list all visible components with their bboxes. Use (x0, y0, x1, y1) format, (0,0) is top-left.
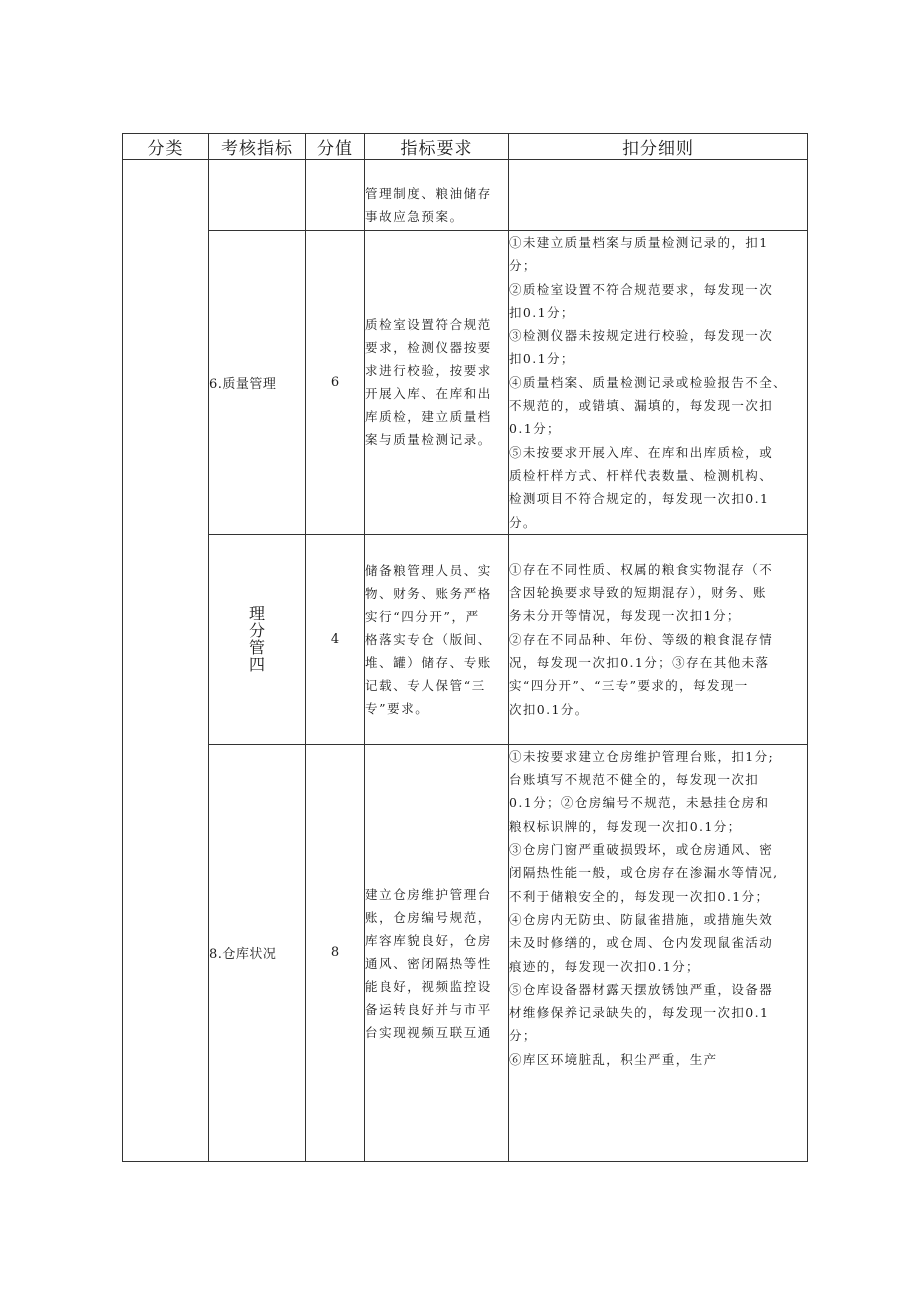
header-category: 分类 (123, 134, 209, 160)
requirement-line: 格落实专仓（版间、 (365, 631, 492, 647)
deduction-line: ④质量档案、质量检测记录或检验报告不全、 (509, 374, 788, 390)
deduction-line: 闭隔热性能一般，或仓房存在渗漏水等情况, (509, 865, 779, 881)
deduction-line: ②质检室设置不符合规范要求，每发现一次 (509, 281, 774, 297)
requirement-line: 质检室设置符合规范 (365, 317, 492, 333)
assessment-table-sheet (122, 133, 807, 1159)
requirement-line: 能良好，视频监控设 (365, 978, 492, 994)
requirement-cell (365, 744, 509, 1161)
deduction-line: 质检杆样方式、杆样代表数量、检测机构、 (509, 467, 774, 483)
deduction-line: 检测项目不符合规定的，每发现一次扣0.1 (509, 491, 770, 507)
table-row (123, 534, 808, 744)
indicator-cell: 8.仓库状况 (209, 744, 306, 1161)
requirement-line: 事故应急预案。 (365, 209, 464, 224)
requirement-line: 备运转良好并与市平 (365, 1001, 492, 1017)
indicator-char: 分 (248, 622, 265, 640)
score-cell: 6 (306, 231, 365, 535)
deduction-line: ⑤未按要求开展入库、在库和出库质检，或 (509, 444, 774, 460)
deduction-line: 痕迹的，每发现一次扣0.1分； (509, 958, 700, 974)
category-cell (123, 160, 209, 1162)
deduction-line: 况，每发现一次扣0.1分；③存在其他未落 (509, 655, 770, 670)
table-row (123, 160, 808, 231)
requirement-line: 储备粮管理人员、实 (365, 562, 492, 578)
deduction-line: 不利于储粮安全的，每发现一次扣0.1分； (509, 888, 770, 904)
header-requirement: 指标要求 (365, 134, 509, 160)
score-cell: 8 (306, 744, 365, 1161)
requirement-line: 库质检，建立质量档 (365, 409, 492, 425)
deduction-line: 台账填写不规范不健全的，每发现一次扣 (509, 772, 760, 788)
requirement-line: 要求，检测仪器按要 (365, 340, 492, 356)
requirement-line: 台实现视频互联互通 (365, 1024, 492, 1040)
score-cell: 4 (306, 534, 365, 744)
table-header-row (123, 134, 808, 160)
deduction-cell (509, 231, 808, 535)
requirement-line: 管理制度、粮油储存 (365, 186, 492, 201)
deduction-line: 分。 (509, 514, 537, 530)
deduction-line: ①未建立质量档案与质量检测记录的，扣1 (509, 235, 769, 250)
deduction-line: 含因轮换要求导致的短期混存），财务、账 (509, 585, 767, 601)
indicator-char: 四 (248, 656, 265, 674)
requirement-line: 库容库貌良好，仓房 (365, 932, 492, 948)
deduction-line: 分； (509, 1028, 537, 1044)
requirement-line: 通风、密闭隔热等性 (365, 955, 492, 971)
header-deduction: 扣分细则 (509, 134, 808, 160)
deduction-line: ①未按要求建立仓房维护管理台账，扣1分; (509, 748, 775, 764)
deduction-cell (509, 534, 808, 744)
assessment-table (122, 133, 808, 1162)
deduction-line: 0.1分； (509, 421, 561, 437)
requirement-line: 实行“四分开”，严 (365, 608, 480, 624)
deduction-cell (509, 744, 808, 1161)
requirement-cell (365, 534, 509, 744)
deduction-line: ⑤仓库设备器材露天摆放锈蚀严重，设备器 (509, 981, 774, 997)
deduction-line: 材维修保养记录缺失的，每发现一次扣0.1 (509, 1005, 770, 1021)
requirement-line: 账，仓房编号规范， (365, 909, 492, 925)
indicator-char: 理 (248, 605, 265, 623)
table-row (123, 744, 808, 1161)
requirement-line: 堆、罐）储存、专账 (365, 654, 492, 670)
deduction-line: ③仓房门窗严重破损毁坏，或仓房通风、密 (509, 842, 774, 858)
deduction-line: 务未分开等情况，每发现一次扣1分； (509, 608, 741, 624)
deduction-line: ②存在不同品种、年份、等级的粮食混存情 (509, 631, 774, 647)
indicator-cell (209, 160, 306, 231)
deduction-line: 实“四分开”、“三专”要求的，每发现一 (509, 678, 749, 694)
requirement-line: 求进行校验，按要求 (365, 363, 492, 379)
deduction-line: ⑥库区环境脏乱，积尘严重，生产 (509, 1051, 718, 1067)
requirement-cell (365, 231, 509, 535)
requirement-cell (365, 160, 509, 231)
header-score: 分值 (306, 134, 365, 160)
table-row (123, 231, 808, 535)
deduction-line: ①存在不同性质、权属的粮食实物混存（不 (509, 561, 774, 577)
deduction-line: 粮权标识牌的，每发现一次扣0.1分； (509, 818, 742, 834)
deduction-line: 次扣0.1分。 (509, 701, 589, 717)
requirement-line: 建立仓房维护管理台 (365, 886, 492, 902)
deduction-line: 0.1分；②仓房编号不规范，未悬挂仓房和 (509, 795, 770, 811)
requirement-line: 物、财务、账务严格 (365, 585, 492, 601)
deduction-line: 不规范的，或错填、漏填的，每发现一次扣 (509, 398, 774, 414)
requirement-line: 案与质量检测记录。 (365, 432, 492, 448)
deduction-line: ③检测仪器未按规定进行校验，每发现一次 (509, 328, 774, 344)
deduction-line: 分； (509, 258, 537, 274)
requirement-line: 开展入库、在库和出 (365, 386, 492, 402)
indicator-cell-vertical (209, 534, 306, 744)
deduction-line: 扣0.1分； (509, 304, 575, 320)
deduction-cell (509, 160, 808, 231)
deduction-line: 未及时修缮的，或仓周、仓内发现鼠雀活动 (509, 935, 774, 951)
deduction-line: ④仓房内无防虫、防鼠雀措施，或措施失效 (509, 911, 774, 927)
indicator-cell: 6.质量管理 (209, 231, 306, 535)
indicator-char: 管 (248, 639, 265, 657)
requirement-line: 专”要求。 (365, 700, 430, 716)
deduction-line: 扣0.1分； (509, 351, 575, 367)
requirement-line: 记载、专人保管“三 (365, 677, 486, 693)
header-indicator: 考核指标 (209, 134, 306, 160)
score-cell (306, 160, 365, 231)
